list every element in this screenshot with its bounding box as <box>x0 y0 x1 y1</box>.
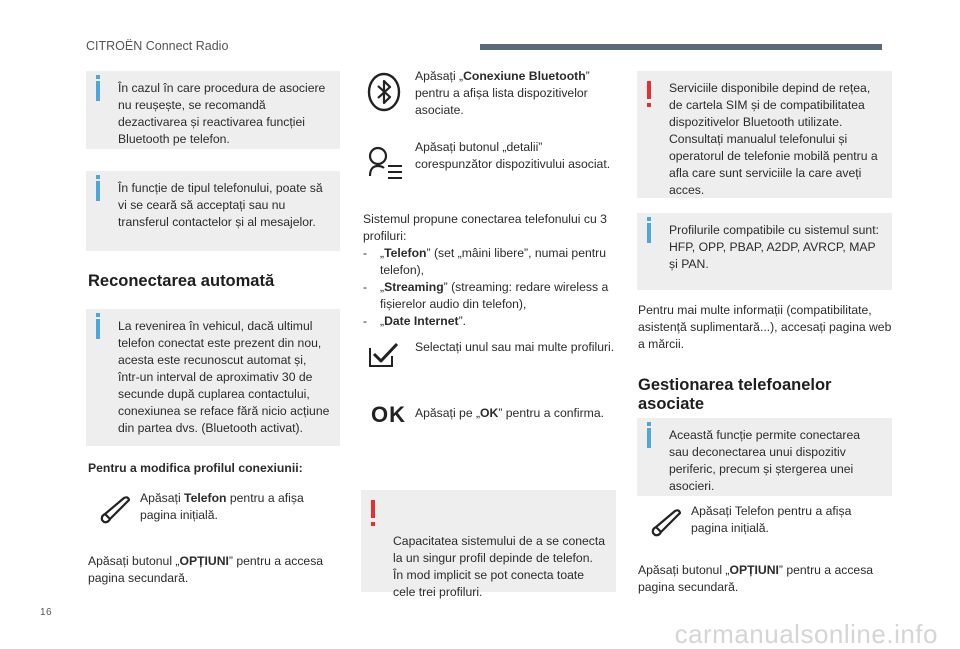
profile-text: „ <box>380 314 385 328</box>
info-box-manage-function <box>637 418 892 496</box>
step-bold: Conexiune Bluetooth <box>463 69 586 83</box>
step-press-phone: Apăsați Telefon pentru a afișa pagina inițială. <box>691 504 852 535</box>
step-press-options <box>88 553 338 587</box>
step-bold: OK <box>480 406 499 420</box>
warning-text: Serviciile disponibile depind de rețea, de cartela SIM și de compatibilitatea dispozitivelor Bluetooth utilizate. Consultați manualul telefonului și operatorul de telefonie mobilă pentru a afla care sunt serviciile la care aveți acces. <box>669 81 878 197</box>
profile-item-phone <box>363 245 615 279</box>
profile-text: ”. <box>458 314 467 328</box>
info-box-auto-reconnect <box>86 309 340 446</box>
step-bold: Telefon <box>184 491 227 505</box>
warning-text: Capacitatea sistemului de a se conecta la un singur profil depinde de telefon. În mod implicit se pot conecta toate cele trei profiluri. <box>393 534 606 599</box>
page-number: 16 <box>40 607 53 618</box>
profile-text: „ <box>380 246 385 260</box>
info-icon <box>96 81 100 101</box>
info-text: În cazul în care procedura de asociere nu reușește, se recomandă dezactivarea și reactivarea funcției Bluetooth pe telefon. <box>118 81 326 146</box>
section-heading-auto-reconnect: Reconectarea automată <box>88 272 275 290</box>
modify-profile-label: Pentru a modifica profilul conexiunii: <box>88 461 303 475</box>
profile-text: ” (set „mâini libere”, numai pentru telefon), <box>380 246 606 277</box>
handset-icon <box>647 503 687 543</box>
info-box-compatible-profiles <box>637 213 892 290</box>
handset-icon <box>96 490 136 530</box>
manual-header-title: CITROËN Connect Radio <box>86 39 229 53</box>
step-bluetooth-connection <box>415 68 615 119</box>
info-text: În funcție de tipul telefonului, poate să vi se ceară să acceptați sau nu transferul contactelor și al mesajelor. <box>118 181 323 229</box>
step-select-profiles: Selectați unul sau mai multe profiluri. <box>415 340 615 354</box>
step-details: Apăsați butonul „detalii” corespunzător dispozitivului asociat. <box>415 140 611 171</box>
step-text: Apăsați butonul „ <box>88 554 180 568</box>
header-bar <box>480 44 882 50</box>
info-box-contact-transfer <box>86 171 340 251</box>
profile-item-streaming <box>363 279 615 313</box>
profile-name: Telefon <box>384 246 427 260</box>
checkbox-check-icon <box>366 340 400 370</box>
profiles-list <box>363 245 615 330</box>
profile-text: ” (streaming: redare wireless a fișierelor audio din telefon), <box>380 280 609 311</box>
warning-icon <box>647 81 651 99</box>
profile-item-internet <box>363 313 615 330</box>
info-icon <box>96 319 100 339</box>
profile-name: Streaming <box>384 280 444 294</box>
bullet: - <box>363 246 368 260</box>
section-heading-manage-phones: Gestionarea telefoanelor asociate <box>638 376 832 413</box>
profile-name: Date Internet <box>384 314 459 328</box>
step-text: ” pentru a afișa lista dispozitivelor asociate. <box>415 69 590 117</box>
details-icon <box>364 142 404 182</box>
step-text: Apăsați pe „ <box>415 406 481 420</box>
info-icon <box>96 181 100 201</box>
bullet: - <box>363 314 368 328</box>
step-text: Apăsați „ <box>415 69 464 83</box>
warning-box-profile-capacity <box>361 490 616 599</box>
info-box-pairing-failure <box>86 71 340 149</box>
step-press-options <box>638 562 892 596</box>
more-info-text: Pentru mai multe informații (compatibilitate, asistență suplimentară...), accesați pagina web a mărcii. <box>638 303 892 351</box>
step-bold: OPȚIUNI <box>729 563 779 577</box>
step-text: ” pentru a accesa pagina secundară. <box>638 563 874 594</box>
info-text: Profilurile compatibile cu sistemul sunt: HFP, OPP, PBAP, A2DP, AVRCP, MAP și PAN. <box>669 223 879 271</box>
bullet: - <box>363 280 368 294</box>
info-text: La revenirea în vehicul, dacă ultimul telefon conectat este prezent din nou, acesta este recunoscut automat și, într-un interval de aproximativ 30 de secunde după cuplarea contactului, conexiunea se reface fără nicio acțiune din partea dvs. (Bluetooth activat). <box>118 319 330 435</box>
warning-box-services <box>637 71 892 198</box>
info-icon <box>647 223 651 243</box>
bluetooth-icon <box>364 72 404 112</box>
step-press-phone <box>140 490 340 524</box>
info-text: Această funcție permite conectarea sau deconectarea unui dispozitiv periferic, precum și ștergerea unei asocieri. <box>669 428 861 493</box>
profiles-intro: Sistemul propune conectarea telefonului cu 3 profiluri: <box>363 212 607 243</box>
step-text: Apăsați butonul „ <box>638 563 730 577</box>
step-confirm-ok <box>415 405 615 422</box>
step-text: pentru a afișa pagina inițială. <box>140 491 304 522</box>
step-bold: OPȚIUNI <box>179 554 229 568</box>
warning-icon <box>371 500 375 518</box>
info-icon <box>647 428 651 448</box>
profile-text: „ <box>380 280 385 294</box>
ok-icon: OK <box>371 402 406 427</box>
watermark: carmanualsonline.info <box>674 619 938 649</box>
step-text: Apăsați <box>140 491 185 505</box>
step-text: ” pentru a accesa pagina secundară. <box>88 554 324 585</box>
step-text: ” pentru a confirma. <box>498 406 604 420</box>
